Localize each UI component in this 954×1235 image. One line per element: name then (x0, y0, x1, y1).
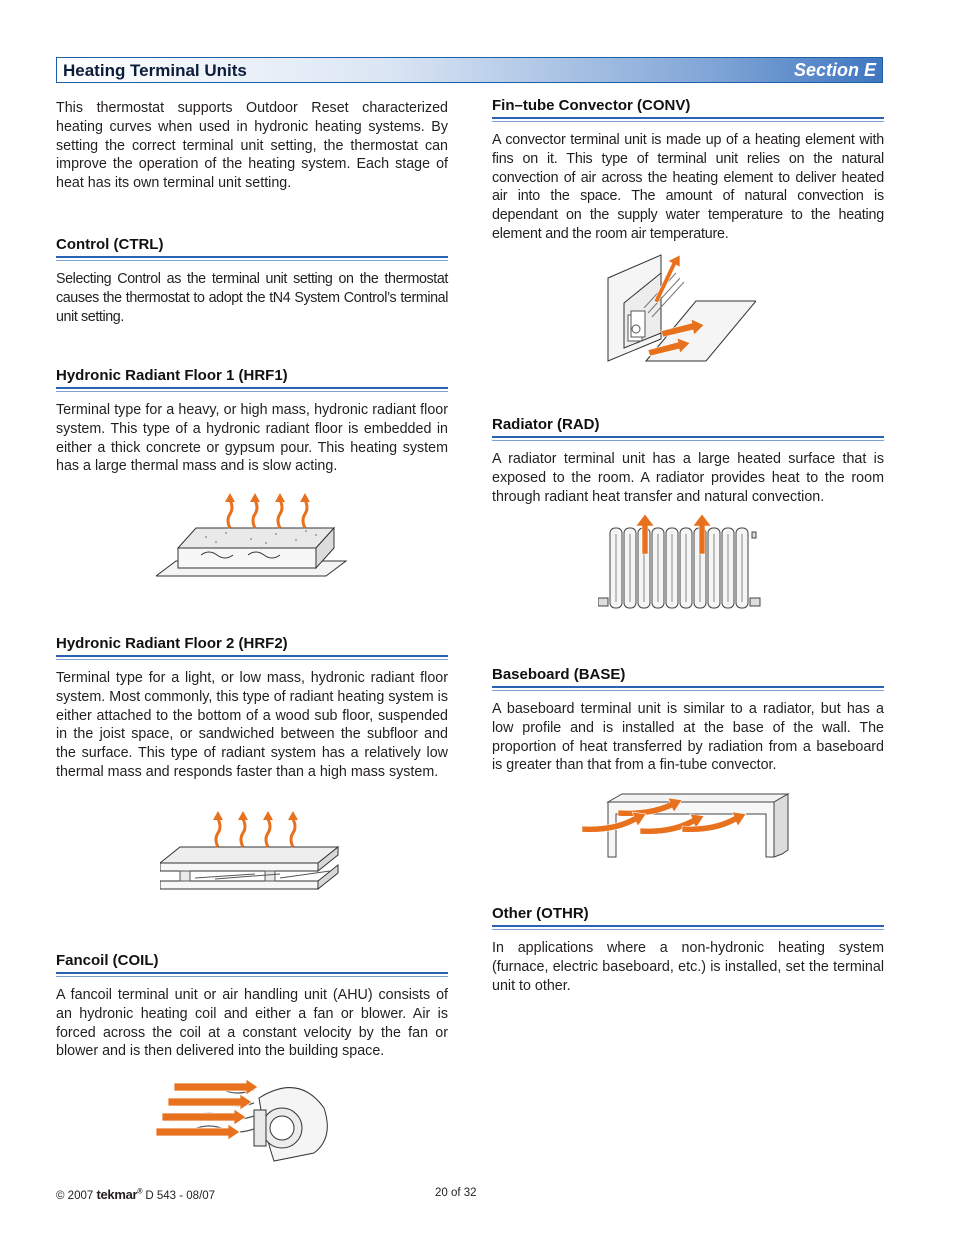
copyright: © 2007 (56, 1190, 94, 1202)
base-section (492, 666, 884, 775)
hrf2-section (56, 635, 448, 782)
hrf2-paragraph: Terminal type for a light, or low mass, hydronic radiant floor system. Most commonly, this type of radiant heating system is either attached to the bottom of a wood sub floor, suspended in the joist space, or sandwiched between the subfloor and the surface. This type of radiant system has a relatively low thermal mass and responds faster than a high mass system. (56, 670, 448, 780)
othr-paragraph: In applications where a non-hydronic heating system (furnace, electric baseboard, etc.) is installed, set the terminal unit to other. (492, 940, 884, 994)
ctrl-heading: Control (CTRL) (56, 236, 448, 258)
page-title: Heating Terminal Units (63, 61, 247, 80)
intro-paragraph: This thermostat supports Outdoor Reset characterized heating curves when used in hydronic heating systems. By setting the correct terminal unit setting, the thermostat can improve the operation of the heating system. Each stage of heat has its own terminal unit setting. (56, 100, 448, 192)
coil-paragraph: A fancoil terminal unit or air handling unit (AHU) consists of an hydronic heating coil and either a fan or blower. Air is forced across the coil at a constant velocity by the fan or blower and is then delivered into the building space. (56, 987, 448, 1060)
base-paragraph: A baseboard terminal unit is similar to a radiator, but has a low profile and is installed at the base of the wall. The proportion of heat transferred by radiation from a baseboard is greater than that from a fin-tube convector. (492, 701, 884, 774)
convector-illustration (606, 253, 756, 365)
section-label: Section E (793, 60, 876, 80)
tekmar-logo: tekmar® (96, 1187, 143, 1202)
hrf2-heading: Hydronic Radiant Floor 2 (HRF2) (56, 635, 448, 657)
conv-paragraph: A convector terminal unit is made up of a heating element with fins on it. This type of terminal unit relies on the natural convection of air across the heating element to deliver heated air into the space. The amount of natural convection is dependant on the supply water temperature to the heating element and the room air temperature. (492, 132, 884, 242)
hrf2-illustration (160, 811, 340, 896)
rad-section (492, 416, 884, 506)
page-number: 20 of 32 (435, 1187, 477, 1199)
rad-paragraph: A radiator terminal unit has a large heated surface that is exposed to the room. A radiator provides heat to the room through radiant heat transfer and natural convection. (492, 451, 884, 505)
intro-block (56, 99, 448, 193)
radiator-illustration (598, 512, 768, 620)
document-code: D 543 - 08/07 (145, 1190, 216, 1202)
footer-left (56, 1187, 215, 1202)
hrf1-paragraph: Terminal type for a heavy, or high mass, hydronic radiant floor system. This type of a hydronic radiant floor is embedded in either a thick concrete or gypsum pour. This heating system has a large thermal mass and is slow acting. (56, 402, 448, 475)
base-heading: Baseboard (BASE) (492, 666, 884, 688)
hrf1-heading: Hydronic Radiant Floor 1 (HRF1) (56, 367, 448, 389)
ctrl-section (56, 236, 448, 326)
coil-heading: Fancoil (COIL) (56, 952, 448, 974)
hrf1-section (56, 367, 448, 476)
hrf1-illustration (156, 493, 356, 583)
ctrl-paragraph: Selecting Control as the terminal unit setting on the thermostat causes the thermostat to adopt the tN4 System Control’s terminal unit setting. (56, 271, 448, 325)
othr-section (492, 905, 884, 995)
fancoil-illustration (154, 1068, 334, 1164)
othr-heading: Other (OTHR) (492, 905, 884, 927)
baseboard-illustration (578, 792, 790, 860)
conv-section (492, 97, 884, 244)
section-header-bar (56, 57, 883, 83)
coil-section (56, 952, 448, 1061)
conv-heading: Fin–tube Convector (CONV) (492, 97, 884, 119)
rad-heading: Radiator (RAD) (492, 416, 884, 438)
